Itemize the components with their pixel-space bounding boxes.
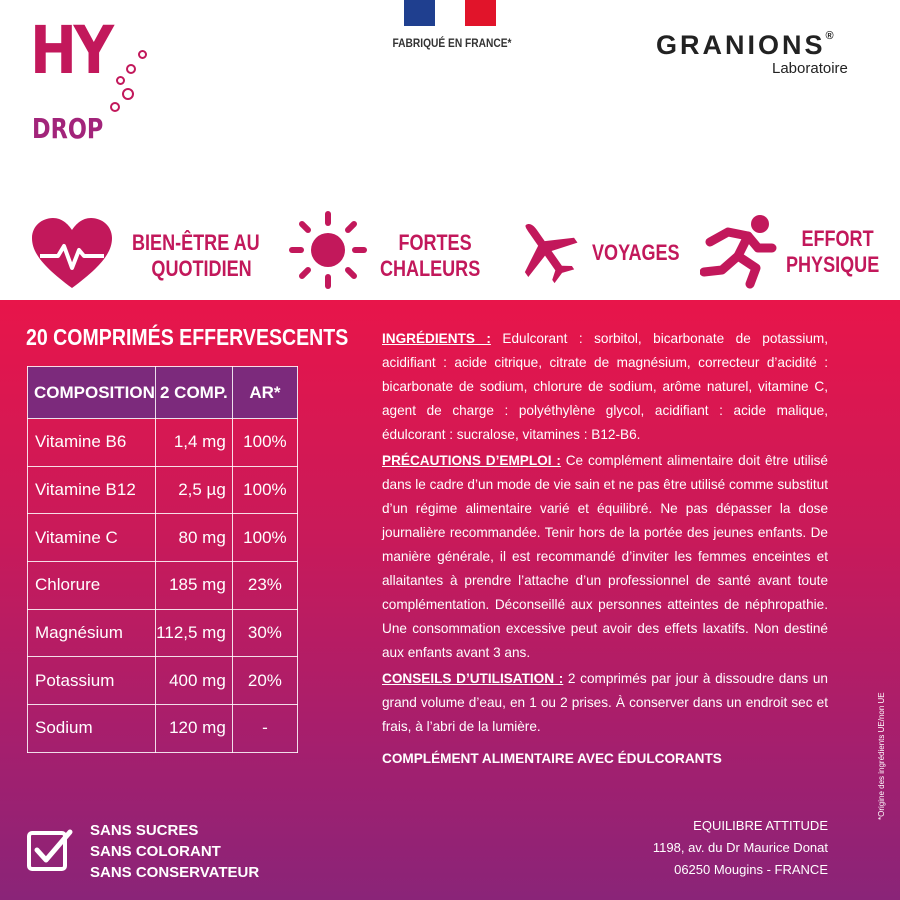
nutrient-name: Potassium <box>28 657 156 705</box>
table-row <box>28 657 298 705</box>
runner-icon <box>700 212 780 290</box>
nutrient-name: Vitamine B6 <box>28 419 156 467</box>
nutrient-dose: 185 mg <box>155 562 232 610</box>
nutrient-dose: 80 mg <box>155 514 232 562</box>
usage-body: 2 comprimés par jour à dissoudre dans un grand volume d’eau, en 1 ou 2 prises. À conserver dans un endroit sec et frais, à l’abri de la lumière. <box>382 671 828 734</box>
claim-item: SANS COLORANT <box>90 843 221 860</box>
lab-subtitle: Laboratoire <box>772 60 848 77</box>
column-header: AR* <box>232 367 297 419</box>
nutrient-ar: 100% <box>232 514 297 562</box>
nutrient-name: Vitamine B12 <box>28 466 156 514</box>
nutrient-ar: 30% <box>232 609 297 657</box>
usage-heading: CONSEILS D’UTILISATION : <box>382 671 564 686</box>
benefit-label-travel <box>592 240 680 266</box>
nutrient-name: Chlorure <box>28 562 156 610</box>
precautions-heading: PRÉCAUTIONS D’EMPLOI : <box>382 453 561 468</box>
nutrient-ar: 20% <box>232 657 297 705</box>
french-flag-icon <box>404 0 496 26</box>
table-row <box>28 419 298 467</box>
column-header: COMPOSITION <box>28 367 156 419</box>
benefit-line: BIEN-ÊTRE AU <box>132 230 260 255</box>
nutrient-ar: - <box>232 705 297 753</box>
address-line: 06250 Mougins - FRANCE <box>674 862 828 877</box>
nutrient-name: Sodium <box>28 705 156 753</box>
bubble-icon <box>110 102 120 112</box>
flag-red <box>465 0 496 26</box>
flag-blue <box>404 0 435 26</box>
label-text-column <box>382 327 828 773</box>
free-from-claims <box>90 820 259 883</box>
precautions-paragraph <box>382 449 828 665</box>
benefit-label-effort <box>786 226 879 278</box>
claim-item: SANS SUCRES <box>90 822 199 839</box>
benefit-line: PHYSIQUE <box>786 252 880 277</box>
nutrient-name: Vitamine C <box>28 514 156 562</box>
logo-hy-text: HY <box>30 12 111 89</box>
precautions-body: Ce complément alimentaire doit être utilisé dans le cadre d’un mode de vie sain et ne pas être utilisé comme substitut d’un régime alimentaire varié et équilibré. Ne pas dépasser la dose journalière recommandée. Tenir hors de la portée des jeunes enfants. De manière générale, il est recommandé d’inviter les femmes enceintes et allaitantes à prendre l’attache d’un professionnel de santé avant toute complémentation. Déconseillé aux personnes atteintes de néphropathie. Une consommation excessive peut avoir des effets laxatifs. Non destiné aux enfants avant 3 ans. <box>382 453 828 660</box>
made-in-france-label: FABRIQUÉ EN FRANCE* <box>392 36 512 50</box>
benefit-label-heat <box>380 230 480 282</box>
benefit-label-wellbeing <box>132 230 260 282</box>
bubble-icon <box>126 64 136 74</box>
claim-item: SANS CONSERVATEUR <box>90 864 260 881</box>
sweeteners-notice: COMPLÉMENT ALIMENTAIRE AVEC ÉDULCORANTS <box>382 751 722 766</box>
sun-icon <box>288 210 368 290</box>
bubble-icon <box>116 76 125 85</box>
nutrient-dose: 1,4 mg <box>155 419 232 467</box>
column-header: 2 COMP. <box>155 367 232 419</box>
address-line: 1198, av. du Dr Maurice Donat <box>652 840 828 855</box>
header-panel <box>0 0 900 300</box>
table-header-row <box>28 367 298 419</box>
granions-logo: GRANIONS® <box>656 30 834 60</box>
nutrient-dose: 2,5 µg <box>155 466 232 514</box>
nutrient-dose: 112,5 mg <box>155 609 232 657</box>
table-row <box>28 562 298 610</box>
origin-footnote: *Origine des ingrédients UE/non UE <box>877 692 886 820</box>
nutrient-dose: 120 mg <box>155 705 232 753</box>
table-row <box>28 609 298 657</box>
composition-table <box>27 366 298 753</box>
benefit-line: FORTES <box>398 230 472 255</box>
granions-text: GRANIONS <box>656 30 826 60</box>
nutrient-ar: 23% <box>232 562 297 610</box>
logo-drop-text: DROP <box>32 112 104 145</box>
heart-pulse-icon <box>32 218 112 290</box>
benefit-line: VOYAGES <box>592 240 680 265</box>
ingredients-paragraph <box>382 327 828 447</box>
ingredients-heading: INGRÉDIENTS : <box>382 331 491 346</box>
nutrient-ar: 100% <box>232 419 297 467</box>
checkbox-checked-icon <box>26 826 74 874</box>
ingredients-body: Edulcorant : sorbitol, bicarbonate de potassium, acidifiant : acide citrique, citrate de magnésium, correcteur d’acidité : bicarbonate de sodium, chlorure de sodium, arôme naturel, vitamine C, agent de charge : polyéthylène glycol, acidifiant : acide malique, édulcorant : sucralose, vitamines : B12-B6. <box>382 331 829 442</box>
benefit-line: CHALEURS <box>380 256 481 281</box>
flag-white <box>435 0 466 26</box>
composition-title: 20 COMPRIMÉS EFFERVESCENTS <box>26 324 349 350</box>
table-row <box>28 705 298 753</box>
usage-paragraph <box>382 667 828 739</box>
table-row <box>28 466 298 514</box>
hydrop-logo <box>30 12 160 148</box>
bubble-icon <box>122 88 134 100</box>
airplane-icon <box>510 214 582 286</box>
address-line: EQUILIBRE ATTITUDE <box>693 818 828 833</box>
company-address <box>653 815 828 881</box>
nutrient-name: Magnésium <box>28 609 156 657</box>
table-row <box>28 514 298 562</box>
benefit-line: QUOTIDIEN <box>151 256 252 281</box>
nutrient-dose: 400 mg <box>155 657 232 705</box>
nutrient-ar: 100% <box>232 466 297 514</box>
bubble-icon <box>138 50 147 59</box>
benefit-line: EFFORT <box>801 226 874 251</box>
